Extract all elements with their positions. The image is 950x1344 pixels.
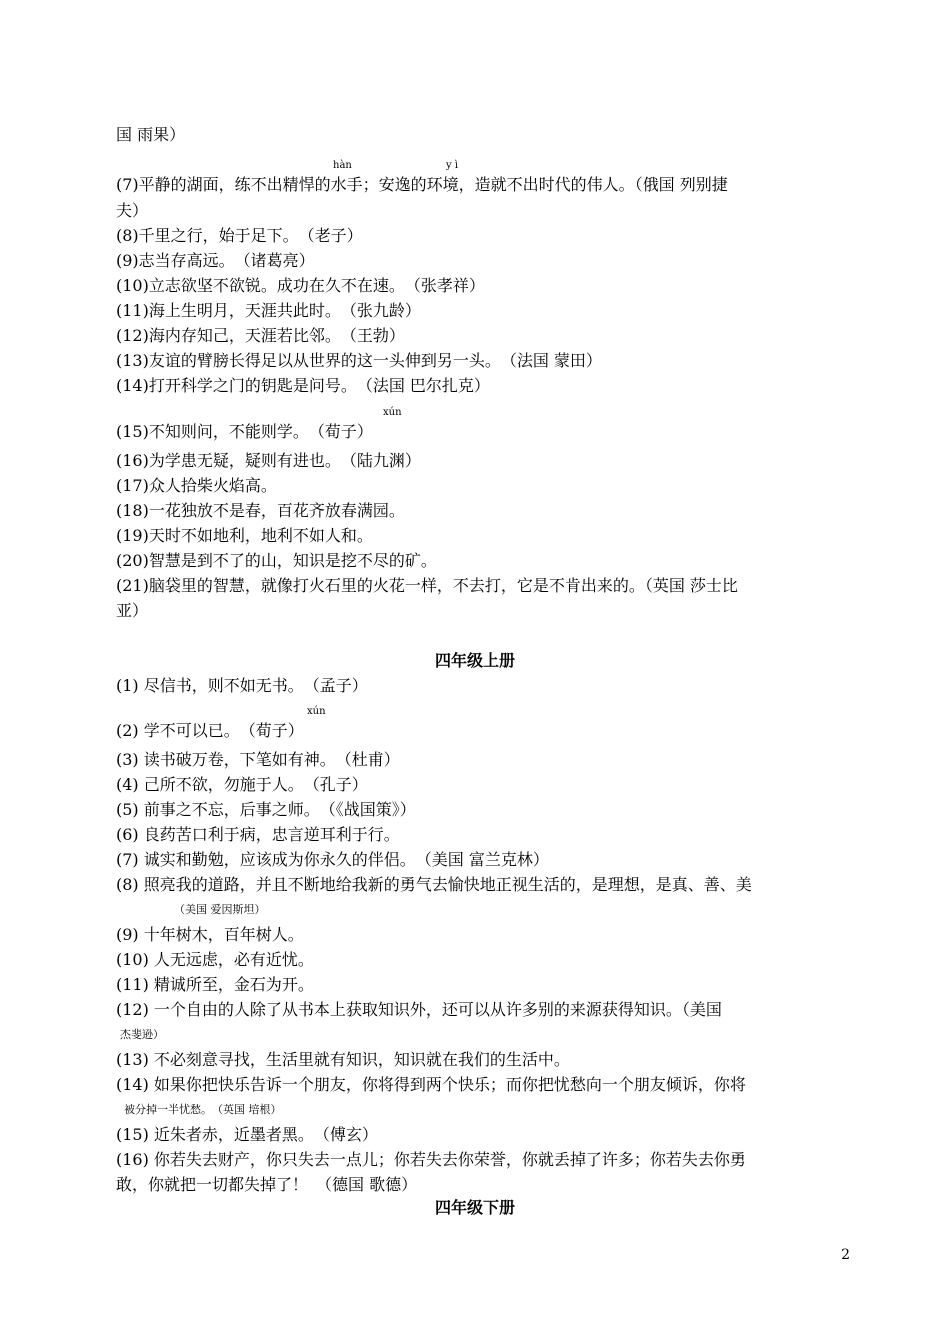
text-line: (10)立志欲坚不欲锐。成功在久不在速。 （张孝祥） (116, 276, 485, 295)
text-line: 杰斐逊） (120, 1028, 164, 1041)
text-line: (19)天时不如地利，地利不如人和。 (116, 526, 373, 545)
text-line: (13) 不必刻意寻找，生活里就有知识，知识就在我们的生活中。 (116, 1050, 570, 1069)
text-line: (20)智慧是到不了的山，知识是挖不尽的矿。 (116, 551, 437, 570)
text-line: (14) 如果你把快乐告诉一个朋友，你将得到两个快乐；而你把忧愁向一个朋友倾诉，你将 (116, 1075, 746, 1094)
text-line: (15) 近朱者赤，近墨者黑。 （傅玄） (116, 1125, 378, 1144)
text-line: (5) 前事之不忘，后事之师。 （《战国策》） (116, 800, 416, 819)
text-line: (11)海上生明月，天涯共此时。 （张九龄） (116, 301, 421, 320)
text-line: (17)众人拾柴火焰高。 (116, 476, 277, 495)
text-line: (4) 己所不欲，勿施于人。 （孔子） (116, 775, 368, 794)
text-line: (18)一花独放不是春，百花齐放春满园。 (116, 501, 405, 520)
text-line: 亚） (116, 601, 149, 620)
section-heading: 四年级下册 (434, 1198, 515, 1217)
pinyin-annotation: xún (383, 407, 402, 418)
page-number: 2 (841, 1247, 850, 1263)
text-line: (9) 十年树木，百年树人。 (116, 925, 304, 944)
text-line: (8) 照亮我的道路，并且不断地给我新的勇气去愉快地正视生活的，是理想，是真、善、美 (116, 875, 752, 894)
text-line: (11) 精诚所至，金石为开。 (116, 975, 314, 994)
text-line: (10) 人无远虑，必有近忧。 (116, 950, 314, 969)
text-line: (15)不知则问，不能则学。 （荀子） (116, 422, 373, 441)
text-line: (1) 尽信书，则不如无书。 （孟子） (116, 676, 368, 695)
text-line: (8)千里之行，始于足下。 （老子） (116, 226, 363, 245)
text-line: (12) 一个自由的人除了从书本上获取知识外，还可以从许多别的来源获得知识。（美国 (116, 1000, 722, 1019)
text-line: 夫） (116, 201, 149, 220)
text-line: (16) 你若失去财产，你只失去一点儿；你若失去你荣誉，你就丢掉了许多；你若失去你勇 (116, 1150, 746, 1169)
text-line: (14)打开科学之门的钥匙是问号。 （法国 巴尔扎克） (116, 376, 490, 395)
text-line: (3) 读书破万卷，下笔如有神。 （杜甫） (116, 750, 400, 769)
text-line: 国 雨果） (116, 125, 186, 144)
pinyin-annotation: xún (307, 706, 326, 717)
text-line: (21)脑袋里的智慧，就像打火石里的火花一样，不去打，它是不肯出来的。（英国 莎士比 (116, 576, 738, 595)
text-line: （美国 爱因斯坦） (174, 903, 266, 916)
text-line: (2) 学不可以已。 （荀子） (116, 721, 304, 740)
section-heading: 四年级上册 (434, 651, 515, 670)
text-line: (7)平静的湖面，练不出精悍的水手；安逸的环境，造就不出时代的伟人。（俄国 列别捷 (116, 175, 728, 194)
text-line: 被分掉一半忧愁。 （英国 培根） (124, 1103, 282, 1116)
text-line: (6) 良药苦口利于病，忠言逆耳利于行。 (116, 825, 400, 844)
text-line: (7) 诚实和勤勉，应该成为你永久的伴侣。 （美国 富兰克林） (116, 850, 549, 869)
text-line: 敢，你就把一切都失掉了！ （德国 歌德） (116, 1175, 418, 1194)
pinyin-annotation: hàn (333, 160, 352, 171)
text-line: (12)海内存知己，天涯若比邻。 （王勃） (116, 326, 405, 345)
text-line: (9)志当存高远。 （诸葛亮） (116, 251, 315, 270)
text-line: (16)为学患无疑，疑则有进也。 （陆九渊） (116, 451, 421, 470)
pinyin-annotation: y ì (446, 160, 459, 171)
text-line: (13)友谊的臂膀长得足以从世界的这一头伸到另一头。 （法国 蒙田） (116, 351, 602, 370)
